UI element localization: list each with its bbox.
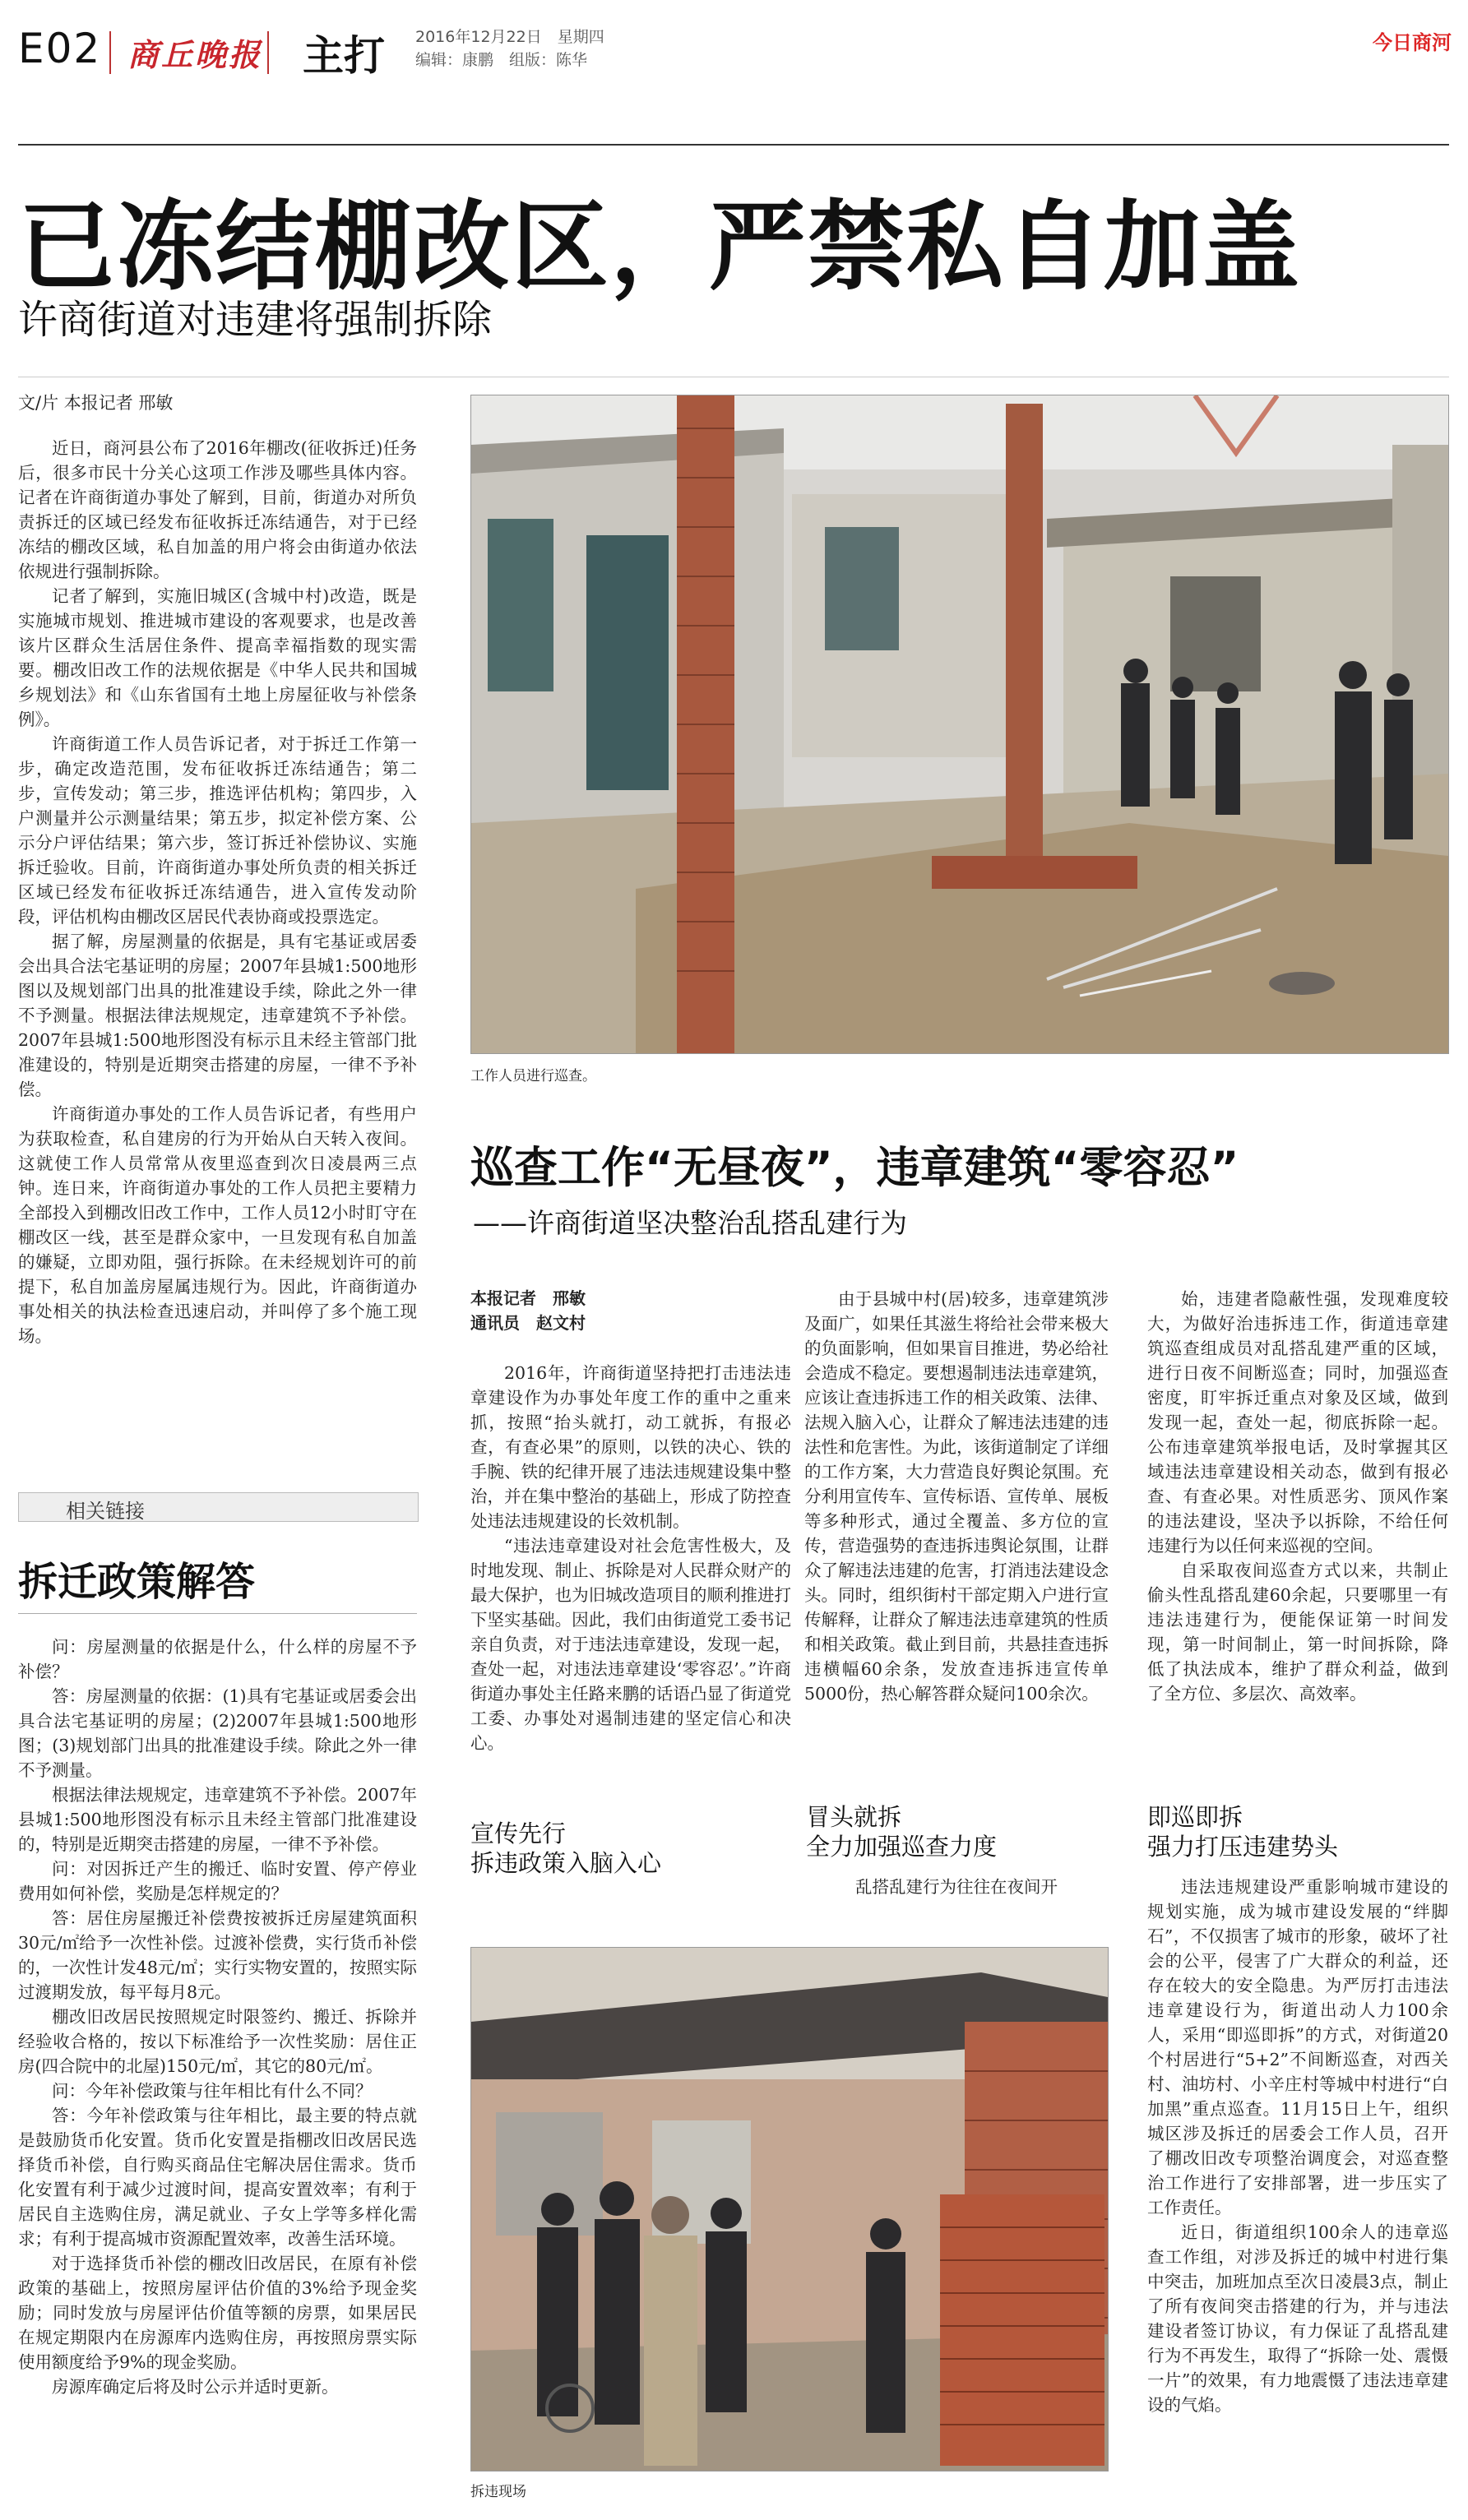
paragraph: 记者了解到，实施旧城区(含城中村)改造，既是实施城市规划、推进城市建设的客观要求，也是改善该片区群众生活居住条件、提高幸福指数的现实需要。棚改旧改工作的法规依据是《中华人民共和国城乡规划法》和《山东省国有土地上房屋征收与补偿条例》。 <box>18 586 417 729</box>
paragraph: 许商街道办事处的工作人员告诉记者，有些用户为获取检查，私自建房的行为开始从白天转入夜间。这就使工作人员常常从夜里巡查到次日凌晨两三点钟。连日来，许商街道办事处的工作人员把主要精力全部投入到棚改旧改工作中，工作人员12小时盯守在棚改区一线，甚至是群众家中，一旦发现有私自加盖的嫌疑，立即劝阻，强行拆除。在未经规划许可的前提下，私自加盖房屋属违规行为。因此，许商街道办事处相关的执法检查迅速启动，并叫停了多个施工现场。 <box>18 1104 417 1346</box>
article-column-2-continued: 乱搭乱建行为往往在夜间开 <box>855 1877 1058 1897</box>
qa-answer: 根据法律法规规定，违章建筑不予补偿。2007年县城1:500地形图没有标示且未经主管部门批准建设的，特别是近期突击搭建的房屋，一律不予补偿。 <box>18 1785 417 1854</box>
photo-caption: 工作人员进行巡查。 <box>470 1068 596 1084</box>
article-column-2 <box>804 1287 1109 1788</box>
divider <box>18 1613 417 1614</box>
policy-qa <box>18 1635 417 2506</box>
paragraph: 2016年，许商街道坚持把打击违法违章建设作为办事处年度工作的重中之重来抓，按照“抬头就打，动工就拆，有报必查，有查必果”的原则，以铁的决心、铁的手腕、铁的纪律开展了违法违规建设集中整治，并在集中整治的基础上，形成了防控查处违法违规建设的长效机制。 <box>470 1363 791 1531</box>
section-subtitle: 冒头就拆 全力加强巡查力度 <box>806 1803 998 1861</box>
demolition-photo <box>470 1947 1109 2471</box>
article-column-3 <box>1147 1287 1448 1788</box>
qa-answer: 对于选择货币补偿的棚改旧改居民，在原有补偿政策的基础上，按照房屋评估价值的3%给予现金奖励；同时发放与房屋评估价值等额的房票，如果居民在规定期限内在房源库内选购住房，再按照房票实际使用额度给予9%的现金奖励。 <box>18 2254 417 2372</box>
author-reporter: 本报记者 邢敏 <box>470 1288 586 1308</box>
paragraph: 近日，街道组织100余人的违章巡查工作组，对涉及拆迁的城中村进行集中突击，加班加点至次日凌晨3点，制止了所有夜间突击搭建的行为，并与违法建设者签订协议，有力保证了乱搭乱建行为不再发生，取得了“拆除一处、震慑一片”的效果，有力地震慑了违法违章建设的气焰。 <box>1147 2222 1448 2415</box>
related-link-label: 相关链接 <box>66 1500 145 1523</box>
header-rule <box>18 144 1449 146</box>
qa-question: 问：今年补偿政策与往年相比有什么不同？ <box>52 2081 373 2101</box>
qa-answer: 房源库确定后将及时公示并适时更新。 <box>52 2377 339 2397</box>
main-subheadline: 许商街道对违建将强制拆除 <box>18 297 493 343</box>
main-headline: 已冻结棚改区，严禁私自加盖 <box>18 190 1302 303</box>
section-subtitle: 即巡即拆 强力打压违建势头 <box>1147 1803 1339 1861</box>
masthead <box>0 0 1468 90</box>
photo-caption: 拆违现场 <box>470 2484 526 2500</box>
qa-question: 问：房屋测量的依据是什么，什么样的房屋不予补偿？ <box>18 1637 417 1681</box>
section-title: 主打 <box>303 32 385 80</box>
article-title: 巡查工作“无昼夜”，违章建筑“零容忍” <box>470 1143 1239 1193</box>
article-subtitle: ——许商街道坚决整治乱搭乱建行为 <box>473 1207 907 1239</box>
qa-answer: 答：居住房屋搬迁补偿费按被拆迁房屋建筑面积30元/㎡给予一次性补偿。过渡补偿费，实行货币补偿的，一次性计发48元/㎡；实行实物安置的，按照实际过渡期发放，每平每月8元。 <box>18 1908 417 2002</box>
paragraph: 始，违建者隐蔽性强，发现难度较大，为做好治违拆违工作，街道违章建筑巡查组成员对乱搭乱建严重的区域，进行日夜不间断巡查；同时，加强巡查密度，盯牢拆迁重点对象及区域，做到发现一起，查处一起，彻底拆除一起。公布违章建筑举报电话，及时掌握其区域违法违章建设相关动态，做到有报必查、有查必果。对性质恶劣、顶风作案的违法建设，坚决予以拆除，不给任何违建行为以任何来巡视的空间。 <box>1147 1289 1448 1556</box>
paragraph: 自采取夜间巡查方式以来，共制止偷头性乱搭乱建60余起，只要哪里一有违法违建行为，便能保证第一时间发现，第一时间制止，第一时间拆除，降低了执法成本，维护了群众利益，做到了全方位、多层次、高效率。 <box>1147 1561 1448 1704</box>
paragraph: 据了解，房屋测量的依据是，具有宅基证或居委会出具合法宅基证明的房屋；2007年县城1:500地形图以及规划部门出具的批准建设手续，除此之外一律不予测量。根据法律法规规定，违章建筑不予补偿。2007年县城1:500地形图没有标示且未经主管部门批准建设的，特别是近期突击搭建的房屋，一律不予补偿。 <box>18 932 417 1099</box>
article-column-1 <box>470 1361 791 1792</box>
paragraph: 违法违规建设严重影响城市建设的规划实施，成为城市建设发展的“绊脚石”，不仅损害了城市的形象，破坏了社会的公平，侵害了广大群众的利益，还存在较大的安全隐患。为严厉打击违法违章建设行为，街道出动人力100余人，采用“即巡即拆”的方式，对街道20个村居进行“5+2”不间断巡查，对西关村、油坊村、小辛庄村等城中村进行“白加黑”重点巡查。11月15日上午，组织城区涉及拆迁的居委会工作人员，召开了棚改旧改专项整治调度会，对巡查整治工作进行了安排部署，进一步压实了工作责任。 <box>1147 1877 1448 2217</box>
byline: 文/片 本报记者 邢敏 <box>18 393 174 413</box>
paragraph: 许商街道工作人员告诉记者，对于拆迁工作第一步，确定改造范围，发布征收拆迁冻结通告；第二步，宣传发动；第三步，推选评估机构；第四步，入户测量并公示测量结果；第五步，拟定补偿方案、公示分户评估结果；第六步，签订拆迁补偿协议、实施拆迁验收。目前，许商街道办事处所负责的相关拆迁区域已经发布征收拆迁冻结通告，进入宣传发动阶段，评估机构由棚改区居民代表协商或投票选定。 <box>18 734 417 927</box>
paragraph: 近日，商河县公布了2016年棚改(征收拆迁)任务后，很多市民十分关心这项工作涉及哪些具体内容。记者在许商街道办事处了解到，目前，街道办对所负责拆迁的区域已经发布征收拆迁冻结通告，对于已经冻结的棚改区域，私自加盖的用户将会由街道办依法依规进行强制拆除。 <box>18 438 417 581</box>
paragraph: 由于县城中村(居)较多，违章建筑涉及面广，如果任其滋生将给社会带来极大的负面影响，但如果盲目推进，势必给社会造成不稳定。要想遏制违法违章建筑，应该让查违拆违工作的相关政策、法律、法规入脑入心，让群众了解违法违建的违法性和危害性。为此，该街道制定了详细的工作方案，大力营造良好舆论氛围。充分利用宣传车、宣传标语、宣传单、展板等多种形式，通过全覆盖、多方位的宣传，营造强势的查违拆违舆论氛围，让群众了解违法违建的危害，打消违法建设念头。同时，组织街村干部定期入户进行宣传解释，让群众了解违法违章建筑的性质和相关政策。截止到目前，共悬挂查违拆违横幅60余条，发放查违拆违宣传单5000份，热心解答群众疑问100余次。 <box>804 1289 1109 1704</box>
patrol-photo <box>470 395 1449 1054</box>
page-number: E02 <box>18 25 102 72</box>
author-correspondent: 通讯员 赵文村 <box>470 1313 586 1333</box>
policy-title: 拆迁政策解答 <box>18 1559 256 1605</box>
paragraph: “违法违章建设对社会危害性极大，及时地发现、制止、拆除是对人民群众财产的最大保护，也为旧城改造项目的顺利推进打下坚实基础。因此，我们由街道党工委书记亲自负责，对于违法违章建设，发现一起，查处一起，对违法违章建设‘零容忍’。”许商街道办事处主任路来鹏的话语凸显了街道党工委、办事处对遏制违建的坚定信心和决心。 <box>470 1536 791 1753</box>
editor-credits: 编辑：康鹏 组版：陈华 <box>415 51 588 69</box>
divider <box>267 31 269 74</box>
divider <box>109 31 111 74</box>
left-article <box>18 436 417 1455</box>
article-author <box>470 1286 586 1335</box>
qa-question: 问：对因拆迁产生的搬迁、临时安置、停产停业费用如何补偿，奖励是怎样规定的？ <box>18 1859 417 1903</box>
issue-date: 2016年12月22日 星期四 <box>415 28 604 46</box>
brand-label: 今日商河 <box>1373 31 1452 54</box>
section-subtitle: 宣传先行 拆违政策入脑入心 <box>470 1819 662 1877</box>
demolition-photo-illustration <box>471 1948 1108 2471</box>
article-column-3-continued <box>1147 1875 1448 2499</box>
newspaper-logo: 商丘晚报 <box>127 36 263 73</box>
qa-answer: 答：今年补偿政策与往年相比，最主要的特点就是鼓励货币化安置。货币化安置是指棚改旧改居民选择货币补偿，自行购买商品住宅解决居住需求。货币化安置有利于减少过渡时间，提高安置效率；有利于居民自主选购住房，满足就业、子女上学等多样化需求；有利于提高城市资源配置效率，改善生活环境。 <box>18 2106 417 2249</box>
patrol-photo-illustration <box>471 395 1448 1053</box>
qa-answer: 答：房屋测量的依据：(1)具有宅基证或居委会出具合法宅基证明的房屋；(2)2007年县城1:500地形图；(3)规划部门出具的批准建设手续。除此之外一律不予测量。 <box>18 1686 417 1780</box>
qa-answer: 棚改旧改居民按照规定时限签约、搬迁、拆除并经验收合格的，按以下标准给予一次性奖励：居住正房(四合院中的北屋)150元/㎡，其它的80元/㎡。 <box>18 2007 417 2076</box>
